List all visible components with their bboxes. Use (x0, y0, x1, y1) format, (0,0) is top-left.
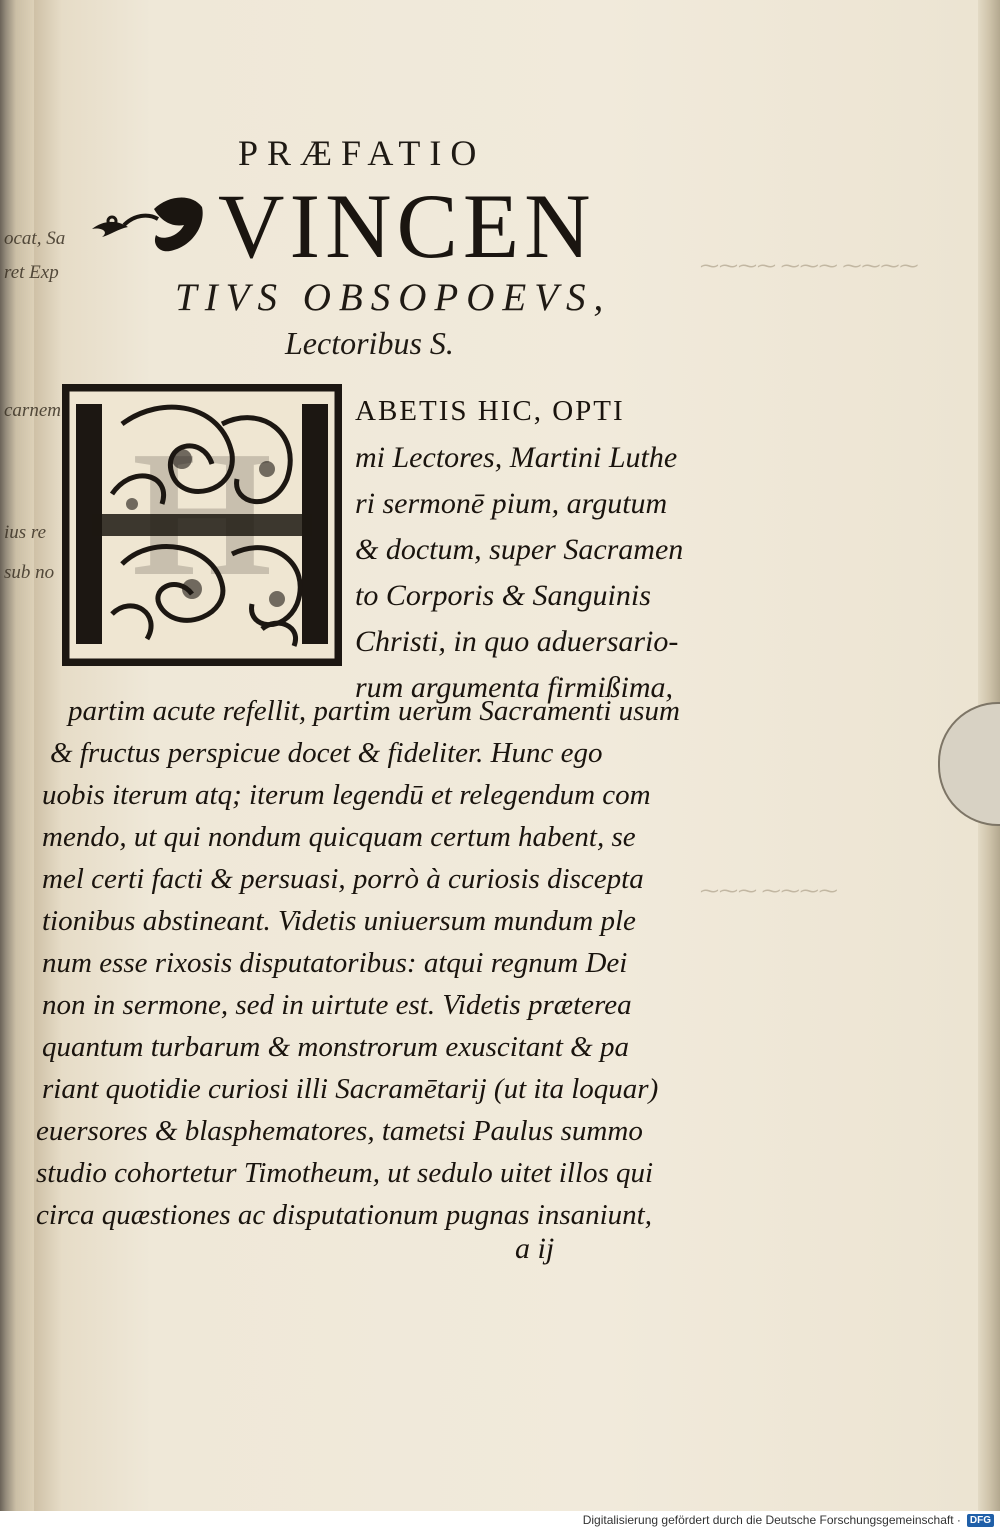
text-line: quantum turbarum & monstrorum exuscitant & pa (42, 1031, 629, 1063)
praefatio-heading: PRÆFATIO (238, 133, 486, 173)
margin-fragment: ius re (4, 522, 47, 543)
text-line: uobis iterum atq; iterum legendū et relegendum com (42, 779, 651, 811)
dfg-logo: DFG (967, 1514, 994, 1527)
signature-mark: a ij (515, 1232, 555, 1265)
text-line: ri sermonē pium, argutum (355, 487, 668, 520)
author-name-heading: VINCEN (218, 175, 596, 277)
margin-fragment: sub no (4, 562, 55, 583)
margin-fragment: carnem (4, 400, 61, 421)
text-line: non in sermone, sed in uirtute est. Videtis præterea (42, 989, 632, 1021)
text-line: riant quotidie curiosi illi Sacramētarij (ut ita loquar) (42, 1073, 659, 1105)
text-line: euersores & blasphematores, tametsi Paulus summo (36, 1115, 643, 1147)
text-line: studio cohortetur Timotheum, ut sedulo uitet illos qui (36, 1157, 654, 1189)
show-through-text: ⁓⁓⁓ ⁓⁓⁓⁓ (700, 881, 838, 902)
text-line: mendo, ut qui nondum quicquam certum habent, se (42, 821, 636, 853)
footer-bar (0, 1511, 1000, 1529)
funding-credit: Digitalisierung gefördert durch die Deutsche Forschungsgemeinschaft · (582, 1513, 961, 1527)
margin-fragment: ret Exp (4, 262, 59, 283)
text-line: circa quæstiones ac disputationum pugnas insaniunt, (36, 1199, 652, 1231)
author-name-continued: TIVS OBSOPOEVS, (175, 276, 612, 319)
text-line: Christi, in quo aduersario- (355, 625, 679, 658)
text-line: num esse rixosis disputatoribus: atqui regnum Dei (42, 947, 628, 979)
show-through-text: ⁓⁓⁓⁓ ⁓⁓⁓ ⁓⁓⁓⁓ (700, 256, 919, 277)
text-line: tionibus abstineant. Videtis uniuersum mundum ple (42, 905, 636, 937)
salutation: Lectoribus S. (285, 325, 454, 361)
text-line: rum argumenta firmißima, (355, 671, 674, 704)
decorated-initial-h (62, 384, 342, 666)
margin-fragment: ocat, Sa (4, 228, 66, 249)
text-line: to Corporis & Sanguinis (355, 579, 651, 612)
adjacent-page-edge (0, 0, 66, 1511)
fleuron-ornament-icon (88, 185, 208, 265)
text-line: ABETIS HIC, OPTI (355, 395, 625, 427)
text-line: mel certi facti & persuasi, porrò à curiosis discepta (42, 863, 644, 895)
text-line: mi Lectores, Martini Luthe (355, 441, 678, 474)
text-line: & doctum, super Sacramen (355, 533, 684, 566)
text-line: & fructus perspicue docet & fideliter. Hunc ego (50, 737, 603, 769)
text-line: partim acute refellit, partim uerum Sacramenti usum (68, 695, 680, 727)
initial-letter: H (131, 414, 273, 613)
